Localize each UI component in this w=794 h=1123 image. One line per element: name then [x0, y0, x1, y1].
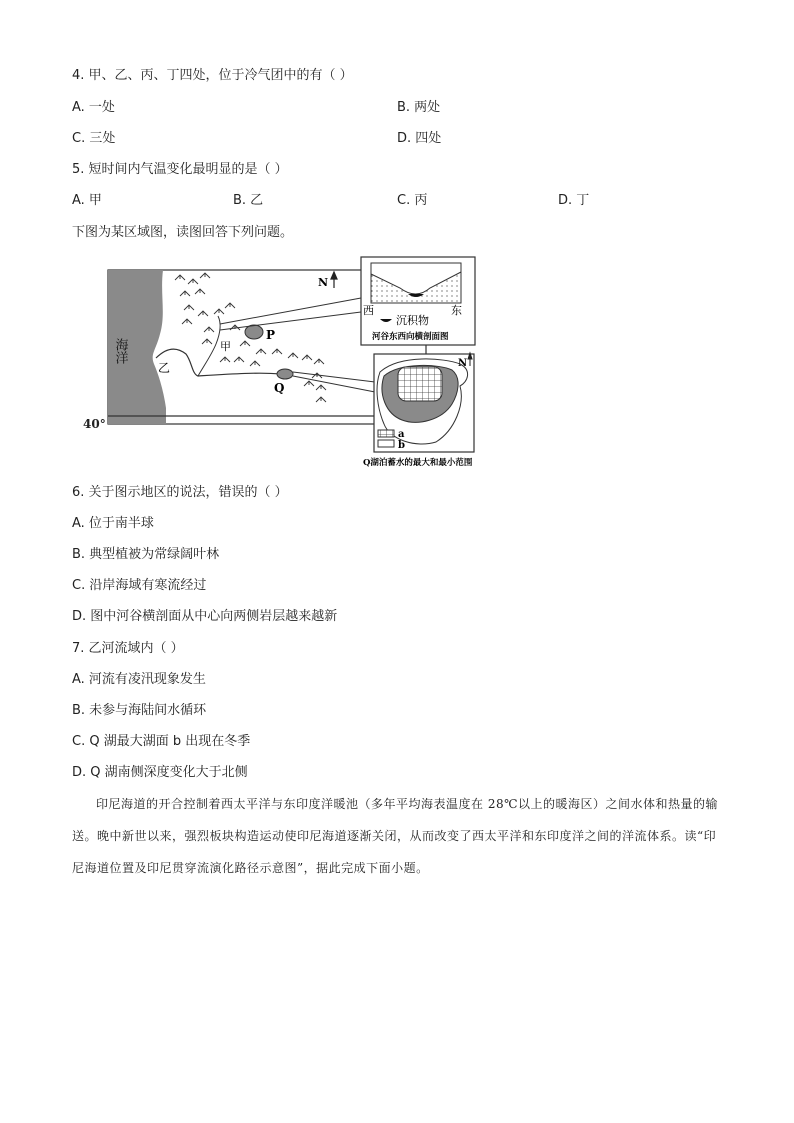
q4-option-a[interactable]: A. 一处	[72, 100, 115, 115]
profile-east: 东	[451, 304, 462, 317]
q7-option-a[interactable]: A. 河流有凌汛现象发生	[72, 672, 206, 687]
region-map-figure	[80, 254, 500, 470]
q6-option-b[interactable]: B. 典型植被为常绿阔叶林	[72, 547, 220, 562]
q7-option-b[interactable]: B. 未参与海陆间水循环	[72, 703, 207, 718]
q5-stem: 5. 短时间内气温变化最明显的是（ ）	[72, 162, 288, 177]
label-q: Q	[274, 381, 285, 395]
q7-option-d[interactable]: D. Q 湖南侧深度变化大于北侧	[72, 765, 248, 780]
q5-option-c[interactable]: C. 丙	[397, 193, 428, 208]
q6-option-c[interactable]: C. 沿岸海域有寒流经过	[72, 578, 207, 593]
passage-text: 印尼海道的开合控制着西太平洋与东印度洋暖池（多年平均海表温度在 28℃以上的暖海区）之间水体和热量的输送。晚中新世以来，强烈板块构造运动使印尼海道逐渐关闭，从而改变了西太平洋和东印度洋之间的洋流体系。读“印尼海道位置及印尼贯穿流演化路径示意图”，据此完成下面小题。	[72, 797, 719, 875]
latitude-label: 40°	[83, 417, 106, 431]
q5-option-d[interactable]: D. 丁	[558, 193, 590, 208]
lake-q	[277, 369, 293, 379]
label-p: P	[266, 328, 276, 342]
lake-caption: Q湖泊蓄水的最大和最小范围	[363, 458, 473, 468]
q4-option-d[interactable]: D. 四处	[397, 131, 442, 146]
q7-stem: 7. 乙河流域内（ ）	[72, 641, 184, 656]
legend-a-swatch	[378, 430, 394, 437]
lake-min-grid	[398, 367, 442, 401]
legend-b-label: b	[398, 440, 405, 451]
legend-a-label: a	[398, 429, 405, 440]
label-yi: 乙	[158, 361, 171, 375]
profile-west: 西	[363, 304, 374, 317]
figure-intro: 下图为某区域图，读图回答下列问题。	[72, 225, 294, 240]
profile-legend: 沉积物	[396, 314, 429, 327]
lake-p	[245, 325, 263, 339]
q4-option-b[interactable]: B. 两处	[397, 100, 441, 115]
q4-stem: 4. 甲、乙、丙、丁四处，位于冷气团中的有（ ）	[72, 68, 353, 83]
q7-option-c[interactable]: C. Q 湖最大湖面 b 出现在冬季	[72, 734, 251, 749]
north-arrow-label: N	[318, 276, 329, 289]
lake-north-label: N	[458, 358, 468, 369]
ocean-label: 海洋	[112, 338, 128, 364]
q6-stem: 6. 关于图示地区的说法，错误的（ ）	[72, 485, 288, 500]
legend-b-swatch	[378, 440, 394, 447]
q6-option-a[interactable]: A. 位于南半球	[72, 516, 154, 531]
q4-option-c[interactable]: C. 三处	[72, 131, 116, 146]
profile-caption: 河谷东西向横剖面图	[372, 332, 449, 342]
q5-option-a[interactable]: A. 甲	[72, 193, 102, 208]
q6-option-d[interactable]: D. 图中河谷横剖面从中心向两侧岩层越来越新	[72, 609, 338, 624]
q5-option-b[interactable]: B. 乙	[233, 193, 264, 208]
label-jia: 甲	[220, 340, 231, 353]
